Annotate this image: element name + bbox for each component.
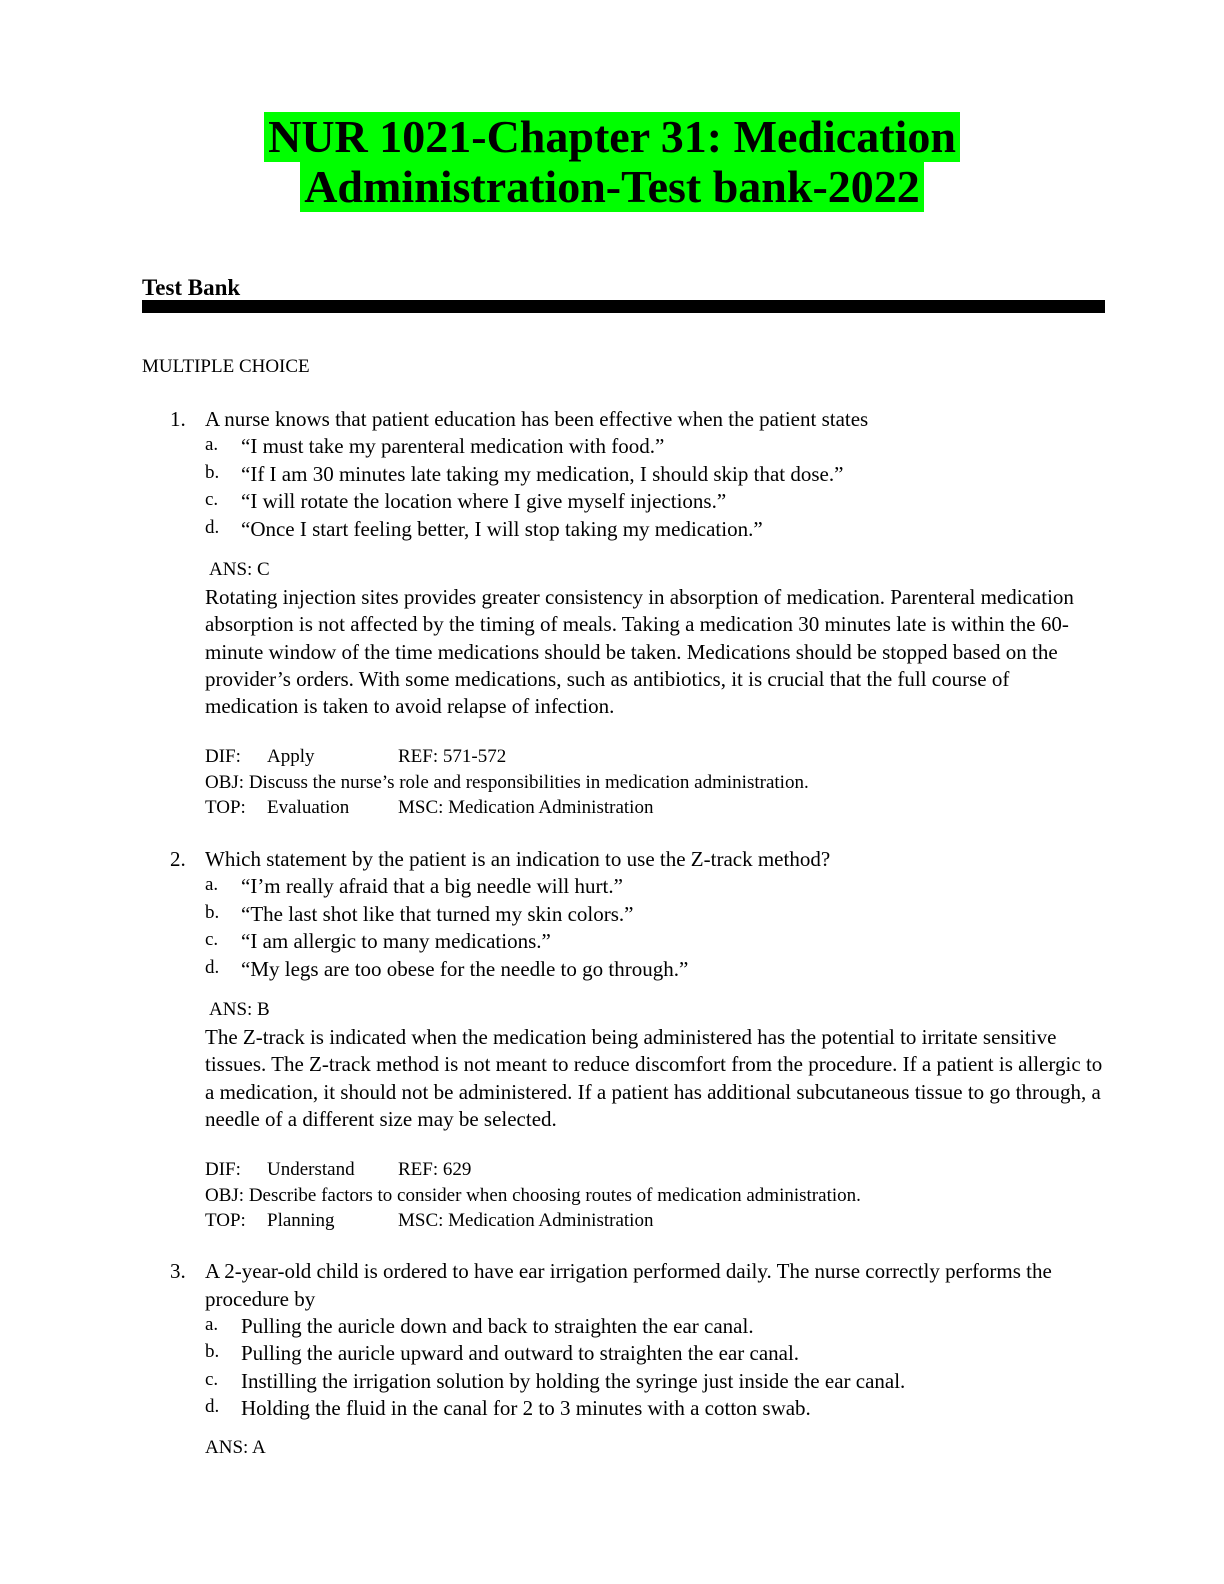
title-course-code: NUR 1021	[268, 111, 472, 162]
choice-text: “I will rotate the location where I give myself injections.”	[241, 489, 727, 513]
choice-text: Holding the fluid in the canal for 2 to 3 minutes with a cotton swab.	[241, 1396, 811, 1420]
choice-text: Pulling the auricle down and back to straighten the ear canal.	[241, 1314, 754, 1338]
title-line-1	[264, 112, 960, 162]
msc-value: MSC: Medication Administration	[398, 1210, 654, 1231]
answer-1: ANS: C	[209, 559, 270, 580]
choice-text: “My legs are too obese for the needle to go through.”	[241, 957, 689, 981]
question-stem: A 2-year-old child is ordered to have ear irrigation performed daily. The nurse correctly performs the procedure by	[205, 1259, 1052, 1311]
choice-letter: b.	[205, 1341, 220, 1362]
obj-value: OBJ: Describe factors to consider when choosing routes of medication administration.	[205, 1184, 861, 1206]
dif-value: Understand	[267, 1159, 355, 1180]
choice-letter: c.	[205, 1369, 219, 1390]
ref-value: REF: 571-572	[398, 746, 507, 767]
dif-value: Apply	[267, 746, 315, 767]
question-number: 2.	[170, 847, 186, 871]
question-stem: Which statement by the patient is an indication to use the Z-track method?	[205, 847, 831, 871]
choice-text: “Once I start feeling better, I will stop taking my medication.”	[241, 517, 763, 541]
ref-value: REF: 629	[398, 1159, 472, 1180]
top-value: Evaluation	[267, 797, 350, 818]
choice-letter: a.	[205, 1314, 219, 1335]
top-label: TOP:	[205, 797, 246, 818]
metadata-1	[205, 744, 809, 821]
msc-value: MSC: Medication Administration	[398, 797, 654, 818]
title-chapter: -Chapter 31: Medication	[471, 111, 956, 162]
metadata-2	[205, 1157, 861, 1234]
question-stem: A nurse knows that patient education has been effective when the patient states	[205, 407, 869, 431]
choice-text: “If I am 30 minutes late taking my medication, I should skip that dose.”	[241, 462, 844, 486]
question-number: 1.	[170, 407, 186, 431]
choice-letter: d.	[205, 517, 220, 538]
choice-letter: c.	[205, 929, 219, 950]
choice-text: Pulling the auricle upward and outward to straighten the ear canal.	[241, 1341, 800, 1365]
choice-letter: d.	[205, 1396, 220, 1417]
top-label: TOP:	[205, 1210, 246, 1231]
answer-3: ANS: A	[205, 1437, 266, 1458]
answer-2: ANS: B	[209, 999, 270, 1020]
obj-value: OBJ: Discuss the nurse’s role and responsibilities in medication administration.	[205, 771, 809, 793]
choice-letter: a.	[205, 874, 219, 895]
dif-label: DIF:	[205, 746, 241, 767]
heading-rule	[142, 300, 1105, 313]
choice-letter: c.	[205, 489, 219, 510]
multiple-choice-heading: MULTIPLE CHOICE	[142, 356, 310, 377]
title-line-2: Administration-Test bank-2022	[300, 162, 924, 212]
choice-text: “The last shot like that turned my skin colors.”	[241, 902, 634, 926]
rationale-2: The Z-track is indicated when the medication being administered has the potential to irritate sensitive tissues. The Z-track method is not meant to reduce discomfort from the procedure. If a patient is allergic to a medication, it should not be administered. If a patient has additional subcutaneous tissue to go through, a needle of a different size may be selected.	[205, 1025, 1103, 1131]
dif-label: DIF:	[205, 1159, 241, 1180]
choice-letter: b.	[205, 462, 220, 483]
question-number: 3.	[170, 1259, 186, 1283]
choice-letter: b.	[205, 902, 220, 923]
choice-text: “I must take my parenteral medication with food.”	[241, 434, 665, 458]
choice-text: “I’m really afraid that a big needle will hurt.”	[241, 874, 623, 898]
document-title	[0, 112, 1224, 212]
rationale-1: Rotating injection sites provides greater consistency in absorption of medication. Parenteral medication absorption is not affected by the timing of meals. Taking a medication 30 minutes late is within the 60-minute window of the time medications should be taken. Medications should be stopped based on the provider’s orders. With some medications, such as antibiotics, it is crucial that the full course of medication is taken to avoid relapse of infection.	[205, 585, 1074, 719]
choice-text: “I am allergic to many medications.”	[241, 929, 551, 953]
choice-text: Instilling the irrigation solution by holding the syringe just inside the ear canal.	[241, 1369, 906, 1393]
section-heading: Test Bank	[142, 275, 241, 300]
top-value: Planning	[267, 1210, 335, 1231]
choice-letter: d.	[205, 957, 220, 978]
choice-letter: a.	[205, 434, 219, 455]
